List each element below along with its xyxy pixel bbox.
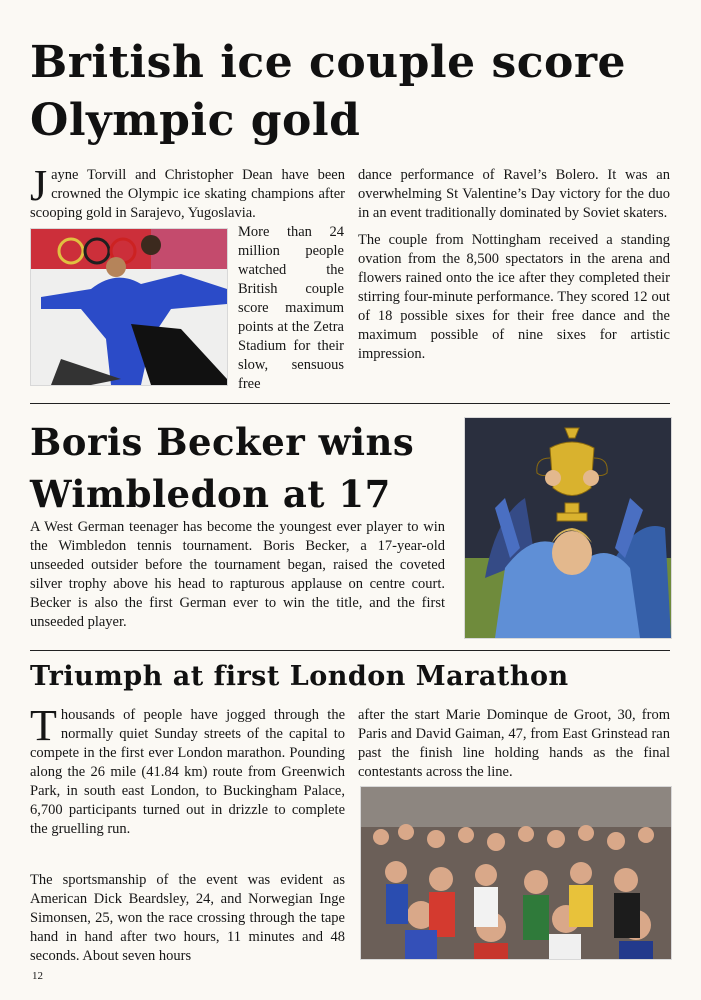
headline-london-marathon: Triumph at first London Marathon (30, 661, 569, 692)
marathon-col2-paragraph: after the start Marie Dominque de Groot, 30, from Paris and David Gaiman, 47, from East Grinstead ran past the finish line holding hands as the final contestants across the line. (358, 707, 670, 780)
article-becker-body (30, 518, 445, 632)
section-divider (30, 650, 670, 651)
ice-dance-photo (30, 228, 228, 386)
article-olympic-beside-photo (238, 223, 344, 394)
headline-becker-wimbledon: Boris Becker wins Wimbledon at 17 (30, 420, 415, 516)
section-divider (30, 403, 670, 404)
becker-paragraph: A West German teenager has become the youngest ever player to win the Wimbledon tennis tournament. Boris Becker, a 17-year-old unseeded outsider before the tournament began, raised the coveted silver trophy above his head to rapturous applause on centre court. Becker is also the first German ever to win the title, and the first unseeded player. (30, 519, 445, 630)
headline-olympic-gold: British ice couple score Olympic gold (30, 37, 627, 146)
article-olympic-col1 (30, 161, 345, 223)
article-olympic-col2 (358, 166, 670, 364)
beside-photo-text: More than 24 million people watched the British couple score maximum points at the Zetra Stadium for their slow, sensuous free (238, 224, 344, 392)
marathon-paragraph-2: The sportsmanship of the event was evident as American Dick Beardsley, 24, and Norwegian Inge Simonsen, 25, won the race crossing through the tape hand in hand after two hours, 11 minutes and 48 seconds. About seven hours (30, 872, 345, 964)
col2-paragraph-1: dance performance of Ravel’s Bolero. It was an overwhelming St Valentine’s Day victory for the duo in an event traditionally dominated by Soviet skaters. (358, 167, 670, 221)
marathon-paragraph-1-text: housands of people have jogged through the normally quiet Sunday streets of the capital to compete in the first ever London marathon. Pounding along the 26 mile (41.84 km) route from Greenwich Park, in south east London, to Buckingham Palace, 6,700 participants turned out in drizzle to complete the gruelling run. (30, 707, 345, 837)
drop-cap: T (30, 701, 57, 750)
lead-paragraph (30, 161, 345, 223)
marathon-crowd-photo (360, 786, 672, 960)
marathon-paragraph-1 (30, 701, 345, 839)
lead-text: ayne Torvill and Christopher Dean have been crowned the Olympic ice skating champions after scooping gold in Sarajevo, Yugoslavia. (30, 167, 345, 221)
article-marathon-col1 (30, 701, 345, 966)
col2-paragraph-2: The couple from Nottingham received a standing ovation from the 8,500 spectators in the arena and flowers rained onto the ice after they completed their stirring four-minute performance. They scored 12 out of 18 possible sixes for their free dance and the maximum possible of nine sixes for artistic impression. (358, 232, 670, 362)
page-number: 12 (32, 970, 43, 982)
article-marathon-col2 (358, 706, 670, 782)
becker-trophy-photo (464, 417, 672, 639)
drop-cap: J (30, 161, 48, 210)
